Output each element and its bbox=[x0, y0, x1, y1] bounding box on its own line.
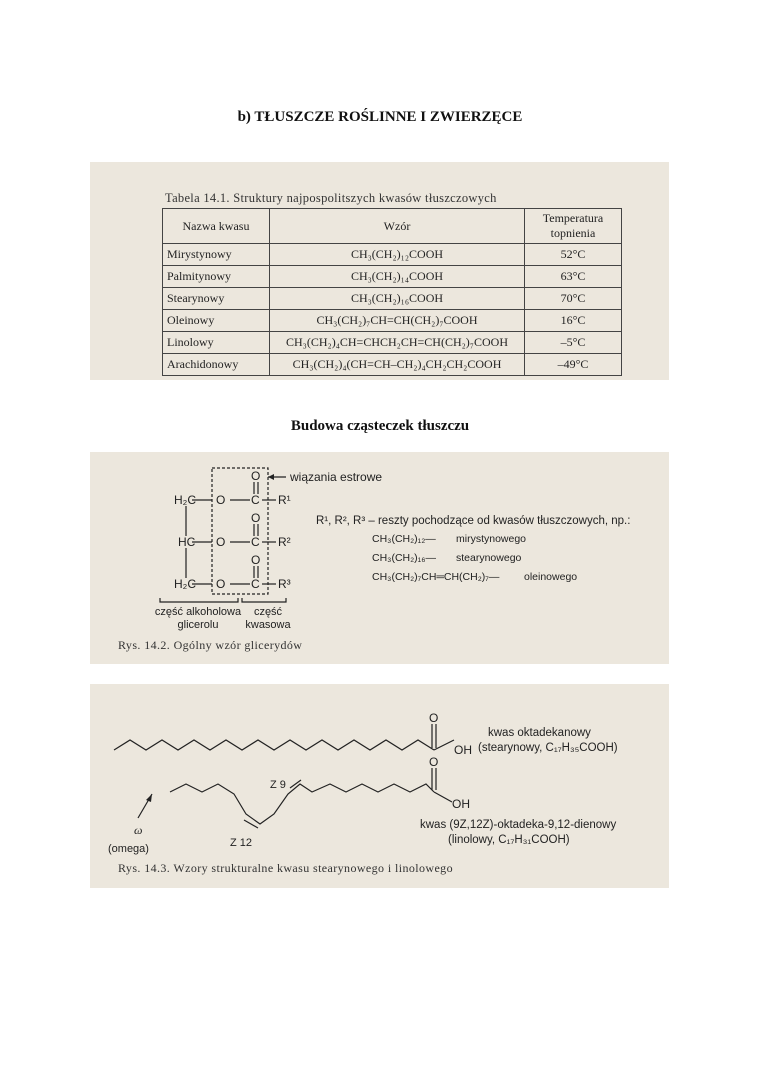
header-temp-line2: topnienia bbox=[550, 226, 596, 240]
acid-part-label-1: część bbox=[253, 606, 283, 618]
glycerol-carbon-1: H₂C bbox=[174, 493, 196, 507]
linoleic-acid-chain bbox=[170, 784, 434, 824]
carbonyl-carbon-1: C bbox=[251, 493, 260, 507]
acid-formula: CH₃(CH₂)₄CH=CHCH₂CH=CH(CH₂)₇COOH bbox=[270, 332, 525, 354]
ester-bond-box bbox=[212, 468, 268, 594]
residue-r3: R³ bbox=[278, 577, 291, 591]
carbonyl-oxygen-1: O bbox=[251, 469, 261, 483]
acid-name: Palmitynowy bbox=[163, 266, 270, 288]
acid-melting-point: 16°C bbox=[525, 310, 622, 332]
linoleic-name: kwas (9Z,12Z)-oktadeka-9,12-dienowy bbox=[420, 819, 617, 831]
example-formula: CH₃(CH₂)₁₆— bbox=[372, 552, 436, 564]
example-name: oleinowego bbox=[524, 571, 578, 583]
residue-r1: R¹ bbox=[278, 493, 291, 507]
example-name: stearynowego bbox=[456, 552, 522, 564]
stearic-formula: (stearynowy, C₁₇H₃₅COOH) bbox=[478, 742, 618, 754]
table-row bbox=[163, 310, 622, 332]
table-row bbox=[163, 244, 622, 266]
table-row bbox=[163, 288, 622, 310]
acid-formula: CH₃(CH₂)₄(CH=CH–CH₂)₄CH₂CH₂COOH bbox=[270, 354, 525, 376]
carbonyl-carbon-3: C bbox=[251, 577, 260, 591]
stearic-hydroxyl: OH bbox=[454, 743, 472, 757]
acid-melting-point: 63°C bbox=[525, 266, 622, 288]
alcohol-part-label-1: część alkoholowa bbox=[154, 606, 242, 618]
table-row bbox=[163, 266, 622, 288]
structural-formulas-scan bbox=[90, 684, 669, 888]
header-temp-line1: Temperatura bbox=[542, 211, 604, 225]
r-description: R¹, R², R³ – reszty pochodzące od kwasów tłuszczowych, np.: bbox=[316, 515, 631, 527]
linoleic-formula: (linolowy, C₁₇H₃₁COOH) bbox=[448, 834, 570, 846]
structural-formulas-diagram bbox=[90, 684, 669, 888]
acid-name: Mirystynowy bbox=[163, 244, 270, 266]
alcohol-part-bracket bbox=[160, 598, 238, 602]
glycerol-carbon-2: HC bbox=[178, 535, 196, 549]
acid-formula: CH₃(CH₂)₁₄COOH bbox=[270, 266, 525, 288]
ester-bonds-label: wiązania estrowe bbox=[290, 470, 383, 484]
omega-symbol: ω bbox=[134, 823, 143, 837]
carbonyl-oxygen-3: O bbox=[251, 553, 261, 567]
table-caption: Tabela 14.1. Struktury najpospolitszych kwasów tłuszczowych bbox=[165, 191, 497, 205]
example-name: mirystynowego bbox=[456, 533, 527, 545]
section-title: b) TŁUSZCZE ROŚLINNE I ZWIERZĘCE bbox=[237, 109, 523, 125]
glyceride-scan bbox=[90, 452, 669, 664]
ester-oxygen-3: O bbox=[216, 577, 226, 591]
alcohol-part-label-2: glicerolu bbox=[177, 619, 219, 631]
acid-formula: CH₃(CH₂)₁₂COOH bbox=[270, 244, 525, 266]
acid-part-label-2: kwasowa bbox=[245, 619, 291, 631]
carbonyl-carbon-2: C bbox=[251, 535, 260, 549]
glycerol-carbon-3: H₂C bbox=[174, 577, 196, 591]
acid-name: Stearynowy bbox=[163, 288, 270, 310]
acid-formula: CH₃(CH₂)₁₆COOH bbox=[270, 288, 525, 310]
omega-label: (omega) bbox=[108, 843, 149, 855]
double-bond-z12-label: Z 12 bbox=[230, 837, 253, 849]
carbonyl-oxygen-2: O bbox=[251, 511, 261, 525]
structure-title: Budowa cząsteczek tłuszczu bbox=[290, 418, 470, 434]
table-row bbox=[163, 332, 622, 354]
acid-name: Linolowy bbox=[163, 332, 270, 354]
header-name: Nazwa kwasu bbox=[163, 209, 270, 244]
linoleic-carbonyl-oxygen: O bbox=[429, 755, 439, 769]
stearic-name: kwas oktadekanowy bbox=[488, 727, 591, 739]
stearic-carbonyl-oxygen: O bbox=[429, 711, 439, 725]
stearic-acid-chain bbox=[114, 740, 434, 750]
glyceride-diagram bbox=[90, 452, 669, 664]
ester-oxygen-2: O bbox=[216, 535, 226, 549]
table-header-row bbox=[163, 209, 622, 244]
double-bond-z9-label: Z 9 bbox=[270, 779, 286, 791]
fatty-acids-table-scan bbox=[90, 162, 669, 380]
example-formula: CH₃(CH₂)₁₂— bbox=[372, 533, 436, 545]
acid-name: Oleinowy bbox=[163, 310, 270, 332]
example-formula: CH₃(CH₂)₇CH═CH(CH₂)₇— bbox=[372, 571, 500, 583]
table-row bbox=[163, 354, 622, 376]
acid-melting-point: 70°C bbox=[525, 288, 622, 310]
header-formula: Wzór bbox=[270, 209, 525, 244]
linoleic-hydroxyl: OH bbox=[452, 797, 470, 811]
acid-formula: CH₃(CH₂)₇CH=CH(CH₂)₇COOH bbox=[270, 310, 525, 332]
acid-name: Arachidonowy bbox=[163, 354, 270, 376]
acid-part-bracket bbox=[242, 598, 286, 602]
structures-caption: Rys. 14.3. Wzory strukturalne kwasu stearynowego i linolowego bbox=[118, 861, 453, 875]
acid-melting-point: 52°C bbox=[525, 244, 622, 266]
acid-melting-point: –49°C bbox=[525, 354, 622, 376]
residue-r2: R² bbox=[278, 535, 291, 549]
acid-melting-point: –5°C bbox=[525, 332, 622, 354]
ester-oxygen-1: O bbox=[216, 493, 226, 507]
header-temp bbox=[525, 209, 622, 244]
fatty-acids-table bbox=[162, 208, 622, 376]
glyceride-caption: Rys. 14.2. Ogólny wzór glicerydów bbox=[118, 638, 303, 652]
